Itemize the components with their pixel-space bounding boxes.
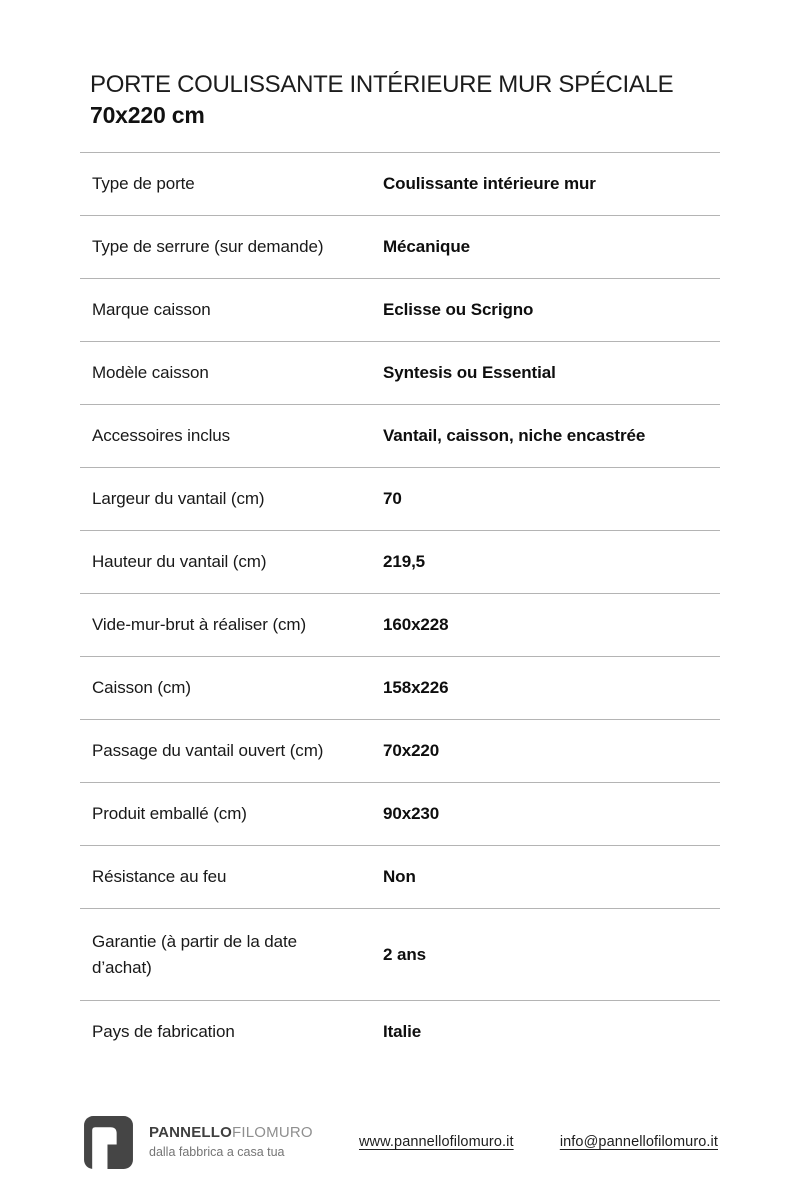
spec-value: Syntesis ou Essential: [383, 363, 556, 382]
table-row: [80, 278, 720, 341]
table-row: [80, 719, 720, 782]
spec-value: 2 ans: [383, 944, 426, 964]
spec-value: Eclisse ou Scrigno: [383, 300, 534, 319]
spec-label: Garantie (à partir de la date d’achat): [92, 931, 297, 977]
page-title: [90, 70, 730, 130]
brand-name-light: FILOMURO: [232, 1124, 313, 1141]
spec-value: 90x230: [383, 804, 440, 823]
table-row: [80, 404, 720, 467]
spec-value: Mécanique: [383, 237, 470, 256]
spec-label: Type de serrure (sur demande): [92, 237, 324, 256]
website-link[interactable]: www.pannellofilomuro.it: [358, 1134, 514, 1150]
spec-table: [80, 152, 720, 1063]
spec-label: Type de porte: [92, 174, 195, 193]
spec-value: 219,5: [383, 552, 426, 571]
table-row: [80, 1000, 720, 1063]
spec-label: Largeur du vantail (cm): [92, 489, 265, 508]
table-row: [80, 215, 720, 278]
spec-value: 158x226: [383, 678, 449, 697]
spec-value: 160x228: [383, 615, 449, 634]
spec-label: Vide-mur-brut à réaliser (cm): [92, 615, 307, 634]
page-title-line1: PORTE COULISSANTE INTÉRIEURE MUR SPÉCIALE: [90, 71, 674, 98]
footer: [84, 1113, 718, 1171]
brand-logo: [84, 1116, 313, 1169]
table-row: [80, 656, 720, 719]
table-row: [80, 530, 720, 593]
brand-name-bold: PANNELLO: [149, 1124, 232, 1141]
brand-tagline: dalla fabbrica a casa tua: [149, 1145, 285, 1159]
email-link[interactable]: info@pannellofilomuro.it: [559, 1134, 718, 1150]
spec-label: Hauteur du vantail (cm): [92, 552, 267, 571]
spec-label: Accessoires inclus: [92, 426, 231, 445]
spec-label: Pays de fabrication: [92, 1022, 235, 1041]
spec-label: Marque caisson: [92, 300, 211, 319]
table-row: [80, 467, 720, 530]
spec-label: Modèle caisson: [92, 363, 209, 382]
spec-value: Non: [383, 867, 416, 886]
spec-label: Produit emballé (cm): [92, 804, 247, 823]
table-row: [80, 593, 720, 656]
table-row: [80, 782, 720, 845]
brand-text: [149, 1124, 313, 1160]
spec-label: Caisson (cm): [92, 678, 191, 697]
spec-value: 70x220: [383, 741, 440, 760]
table-row: [80, 341, 720, 404]
brand-name: [149, 1124, 313, 1142]
spec-label: Résistance au feu: [92, 867, 227, 886]
spec-value: Coulissante intérieure mur: [383, 174, 596, 193]
page-title-line2: 70x220 cm: [90, 102, 205, 128]
table-row: [80, 152, 720, 215]
table-row: [80, 908, 720, 1000]
spec-value: 70: [383, 489, 402, 508]
spec-value: Italie: [383, 1022, 422, 1041]
door-logo-icon: [84, 1116, 133, 1169]
table-row: [80, 845, 720, 908]
spec-value: Vantail, caisson, niche encastrée: [383, 426, 646, 445]
spec-label: Passage du vantail ouvert (cm): [92, 741, 324, 760]
